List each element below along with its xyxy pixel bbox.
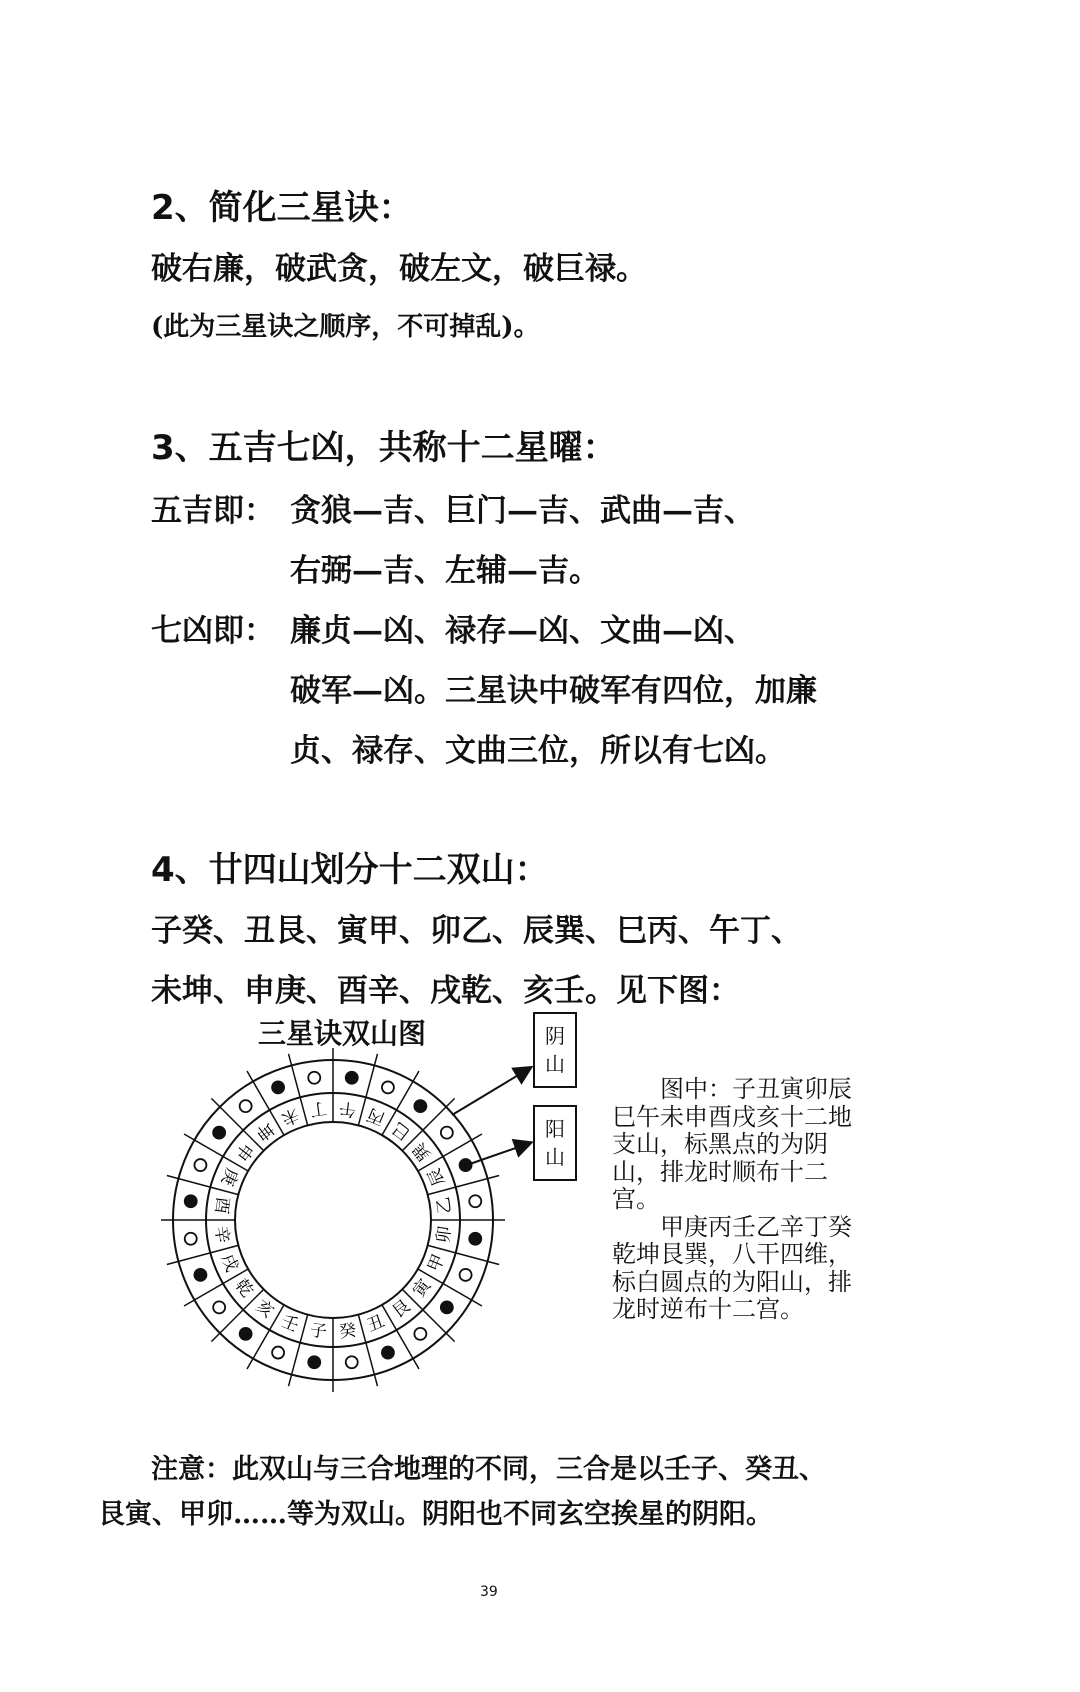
ring-label: 癸 (337, 1320, 358, 1343)
qixiong-line2: 破军—凶。三星诀中破军有四位，加廉 (290, 673, 817, 709)
yin-dot (240, 1328, 252, 1340)
yang-dot (213, 1301, 225, 1313)
ring-divider (402, 1098, 454, 1150)
ring-label: 子 (308, 1320, 329, 1343)
yin-dot (308, 1356, 320, 1368)
section4-line1: 子癸、丑艮、寅甲、卯乙、辰巽、巳丙、午丁、 (151, 913, 802, 949)
yin-dot (185, 1195, 197, 1207)
yin-dot (346, 1072, 358, 1084)
figure-description (612, 1076, 862, 1324)
page-number: 39 (480, 1584, 498, 1600)
figure-description-p2: 甲庚丙壬乙辛丁癸乾坤艮巽，八干四维，标白圆点的为阳山，排龙时逆布十二宫。 (612, 1212, 852, 1323)
section3-heading: 3、五吉七凶，共称十二星曜： (151, 428, 617, 468)
yang-dot (346, 1356, 358, 1368)
ring-label: 甲 (424, 1251, 450, 1275)
yang-dot (441, 1127, 453, 1139)
section4-line2: 未坤、申庚、酉辛、戌乾、亥壬。见下图： (151, 973, 740, 1009)
yang-dot (194, 1159, 206, 1171)
yang-char-2: 山 (545, 1145, 565, 1169)
ring-label: 辛 (210, 1224, 233, 1245)
yang-dot (469, 1195, 481, 1207)
yang-dot (382, 1081, 394, 1093)
ring-label: 辰 (424, 1165, 450, 1189)
arrow-to-yin (452, 1068, 530, 1115)
ring-label: 壬 (278, 1311, 302, 1337)
ring-label: 申 (230, 1138, 257, 1165)
yin-dot (469, 1233, 481, 1245)
yin-dot (194, 1269, 206, 1281)
note-line2: 艮寅、甲卯……等为双山。阴阳也不同玄空挨星的阴阳。 (98, 1499, 773, 1530)
ring-label: 寅 (409, 1275, 436, 1302)
ring-label: 丙 (364, 1103, 388, 1129)
yin-char-2: 山 (545, 1052, 565, 1076)
yang-dot (460, 1269, 472, 1281)
ring-label: 午 (337, 1097, 358, 1120)
wuji-label: 五吉即： (151, 493, 275, 529)
yin-dot (213, 1127, 225, 1139)
inner-ring-circle (235, 1122, 431, 1318)
ring-label: 卯 (433, 1224, 456, 1245)
ring-label: 巳 (388, 1117, 415, 1144)
note-line1: 注意：此双山与三合地理的不同，三合是以壬子、癸丑、 (151, 1454, 826, 1485)
section2-note: (此为三星诀之顺序，不可掉乱)。 (151, 312, 540, 342)
yang-char-1: 阳 (545, 1117, 565, 1141)
yang-dot (308, 1072, 320, 1084)
yin-dot (382, 1347, 394, 1359)
yin-char-1: 阴 (545, 1024, 565, 1048)
qixiong-line1: 廉贞—凶、禄存—凶、文曲—凶、 (290, 613, 755, 649)
wuji-line1: 贪狼—吉、巨门—吉、武曲—吉、 (290, 493, 755, 529)
section4-heading: 4、廿四山划分十二双山： (151, 850, 549, 890)
figure-description-p1: 图中：子丑寅卯辰巳午未申酉戌亥十二地支山，标黑点的为阴山，排龙时顺布十二宫。 (612, 1075, 852, 1213)
ring-divider (211, 1098, 263, 1150)
ring-divider (211, 1289, 263, 1341)
yin-dot (441, 1301, 453, 1313)
ring-label: 丑 (364, 1311, 388, 1337)
qixiong-label: 七凶即： (151, 613, 275, 649)
yin-dot (272, 1081, 284, 1093)
yang-dot (414, 1328, 426, 1340)
yang-dot (240, 1100, 252, 1112)
ring-label: 庚 (216, 1165, 242, 1189)
wuji-line2: 右弼—吉、左辅—吉。 (290, 553, 600, 589)
ring-label: 未 (278, 1103, 302, 1129)
ring-label: 丁 (308, 1097, 329, 1120)
ring-divider (402, 1289, 454, 1341)
ring-label: 巽 (409, 1138, 436, 1165)
ring-label: 乙 (433, 1195, 456, 1216)
yang-dot (272, 1347, 284, 1359)
yin-dot (414, 1100, 426, 1112)
section2-line1: 破右廉，破武贪，破左文，破巨禄。 (151, 251, 647, 287)
ring-label: 酉 (210, 1195, 233, 1216)
ring-label: 亥 (251, 1296, 278, 1323)
ring-label: 艮 (388, 1296, 415, 1323)
qixiong-line3: 贞、禄存、文曲三位，所以有七凶。 (290, 733, 786, 769)
yang-dot (185, 1233, 197, 1245)
ring-label: 坤 (251, 1117, 278, 1144)
ring-label: 戌 (216, 1251, 242, 1275)
figure-title: 三星诀双山图 (258, 1017, 427, 1050)
ring-label: 乾 (230, 1275, 257, 1302)
section2-heading: 2、简化三星诀： (151, 188, 413, 228)
arrow-to-yang (464, 1143, 530, 1166)
